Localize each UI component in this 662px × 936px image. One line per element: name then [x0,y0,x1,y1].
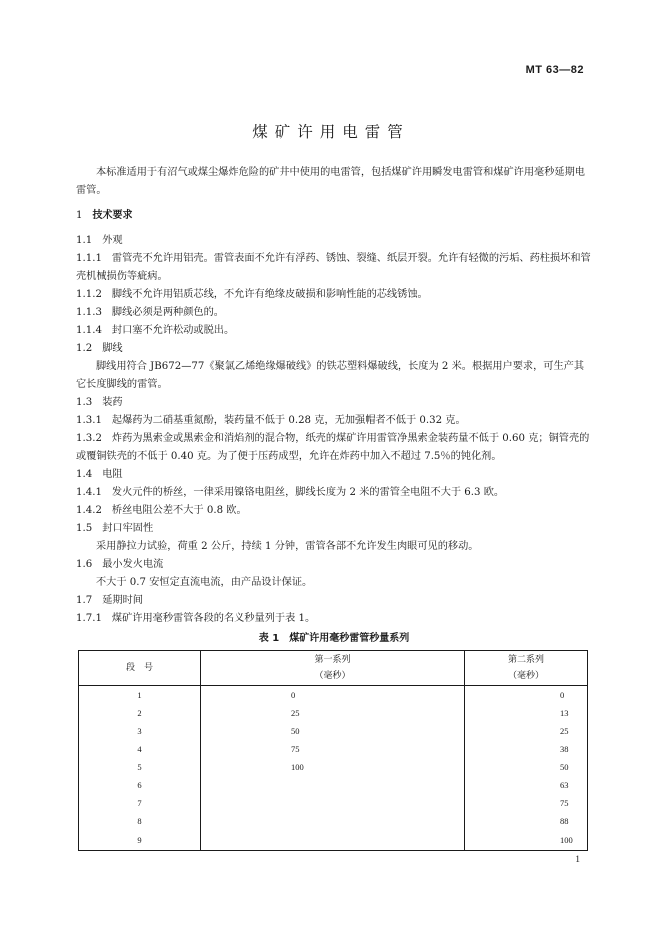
cell-series-2: 100 [465,830,588,851]
clause-1-1-heading [76,232,592,250]
cell-segment: 7 [79,794,201,812]
clause-1-6-heading [76,556,592,574]
clause-number: 1.1.2 [76,289,102,300]
table-row [79,830,588,851]
cell-segment: 4 [79,740,201,758]
cell-series-1: 0 [201,686,465,705]
clause-text: 桥丝电阻公差不大于 0.8 欧。 [111,505,247,516]
header-series-2-name: 第二系列 [507,655,544,665]
clause-1-1-3 [76,304,592,322]
clause-title: 最小发火电流 [102,559,164,570]
cell-series-2: 88 [465,812,588,830]
clause-number: 1.7 [76,595,93,606]
cell-series-2: 63 [465,776,588,794]
clause-number: 1.1 [76,235,93,246]
clause-1-1-2 [76,286,592,304]
clause-number: 1.4 [76,469,93,480]
table-row [79,794,588,812]
table-title: 表 1 煤矿许用毫秒雷管秒量系列 [258,633,410,644]
cell-series-1 [201,794,465,812]
section-number: 1 [76,210,83,221]
clause-number: 1.1.4 [76,325,102,336]
cell-series-2: 0 [465,686,588,705]
cell-series-1 [201,776,465,794]
clause-number: 1.5 [76,523,93,534]
table-header-row [79,651,588,686]
cell-series-1: 75 [201,740,465,758]
header-series-1-name: 第一系列 [314,655,351,665]
table-row [79,758,588,776]
clause-1-4-1 [76,484,592,502]
table-row [79,722,588,740]
cell-series-1: 50 [201,722,465,740]
clause-title: 延期时间 [102,595,143,606]
clause-title: 电阻 [102,469,123,480]
table-row [79,704,588,722]
clause-1-2-heading [76,340,592,358]
cell-series-1: 100 [201,758,465,776]
cell-series-2: 50 [465,758,588,776]
clause-1-1-1 [76,250,592,286]
standard-code: MT 63—82 [525,64,584,76]
cell-series-1: 25 [201,704,465,722]
cell-series-2: 13 [465,704,588,722]
clause-1-7-heading [76,592,592,610]
clause-1-5-body: 采用静拉力试验，荷重 2 公斤，持续 1 分钟，雷管各部不允许发生肉眼可见的移动。 [96,541,479,552]
clause-number: 1.3.1 [76,415,102,426]
clause-text: 雷管壳不允许用铝壳。雷管表面不允许有浮药、锈蚀、裂缝、纸层开裂。允许有轻微的污垢、药柱损坏和管壳机械损伤等疵病。 [76,253,591,282]
clause-number: 1.6 [76,559,93,570]
table-row [79,776,588,794]
clause-text: 发火元件的桥丝，一律采用镍铬电阻丝，脚线长度为 2 米的雷管全电阻不大于 6.3 欧。 [111,487,505,498]
cell-segment: 3 [79,722,201,740]
cell-segment: 1 [79,686,201,705]
clause-text: 起爆药为二硝基重氮酚，装药量不低于 0.28 克，无加强帽者不低于 0.32 克。 [111,415,466,426]
cell-series-1 [201,830,465,851]
header-series-1-unit: （毫秒） [314,671,351,681]
clause-number: 1.1.3 [76,307,102,318]
cell-segment: 8 [79,812,201,830]
clause-1-4-heading [76,466,592,484]
clause-text: 封口塞不允许松动或脱出。 [111,325,235,336]
cell-series-2: 75 [465,794,588,812]
page-number: 1 [575,855,580,865]
clause-number: 1.7.1 [76,613,102,624]
header-segment-number: 段 号 [79,651,201,686]
cell-series-2: 38 [465,740,588,758]
cell-series-1 [201,812,465,830]
clause-1-7-1 [76,610,592,628]
clause-title: 装药 [102,397,123,408]
clause-title: 脚线 [102,343,123,354]
clause-text: 脚线必须是两种颜色的。 [111,307,224,318]
clause-title: 外观 [102,235,123,246]
header-series-2 [465,651,588,686]
clause-text: 炸药为黑索金或黑索金和消焰剂的混合物，纸壳的煤矿许用雷管净黑索金装药量不低于 0.60 克；铜管壳的或覆铜铁壳的不低于 0.40 克。为了便于压药成型，允许在炸药中加入不超过 7.5％的钝化剂。 [76,433,590,462]
clause-number: 1.3 [76,397,93,408]
delay-series-table [78,650,588,851]
cell-segment: 6 [79,776,201,794]
intro-paragraph: 本标准适用于有沼气或煤尘爆炸危险的矿井中使用的电雷管，包括煤矿许用瞬发电雷管和煤矿许用毫秒延期电雷管。 [76,167,585,196]
clause-1-3-1 [76,412,592,430]
cell-segment: 2 [79,704,201,722]
section-1-heading [76,207,592,225]
clause-number: 1.2 [76,343,93,354]
header-series-1 [201,651,465,686]
clause-1-4-2 [76,502,592,520]
cell-segment: 9 [79,830,201,851]
clause-text: 煤矿许用毫秒雷管各段的名义秒量列于表 1。 [111,613,316,624]
table-row [79,740,588,758]
clause-number: 1.4.2 [76,505,102,516]
clause-1-3-heading [76,394,592,412]
cell-series-2: 25 [465,722,588,740]
document-title: 煤矿许用电雷管 [252,123,410,141]
clause-number: 1.4.1 [76,487,102,498]
clause-number: 1.3.2 [76,433,102,444]
clause-number: 1.1.1 [76,253,102,264]
header-series-2-unit: （毫秒） [507,671,544,681]
clause-1-2-body: 脚线用符合 JB672—77《聚氯乙烯绝缘爆破线》的铁芯塑料爆破线，长度为 2 米。根据用户要求，可生产其它长度脚线的雷管。 [76,361,585,390]
clause-1-6-body: 不大于 0.7 安恒定直流电流，由产品设计保证。 [96,577,313,588]
clause-title: 封口牢固性 [102,523,154,534]
clause-1-3-2 [76,430,592,466]
section-title: 技术要求 [92,210,133,221]
clause-1-5-heading [76,520,592,538]
table-row [79,686,588,705]
cell-segment: 5 [79,758,201,776]
document-body [76,164,592,851]
table-row [79,812,588,830]
clause-1-1-4 [76,322,592,340]
clause-text: 脚线不允许用铝质芯线，不允许有绝缘皮破损和影响性能的芯线锈蚀。 [111,289,428,300]
